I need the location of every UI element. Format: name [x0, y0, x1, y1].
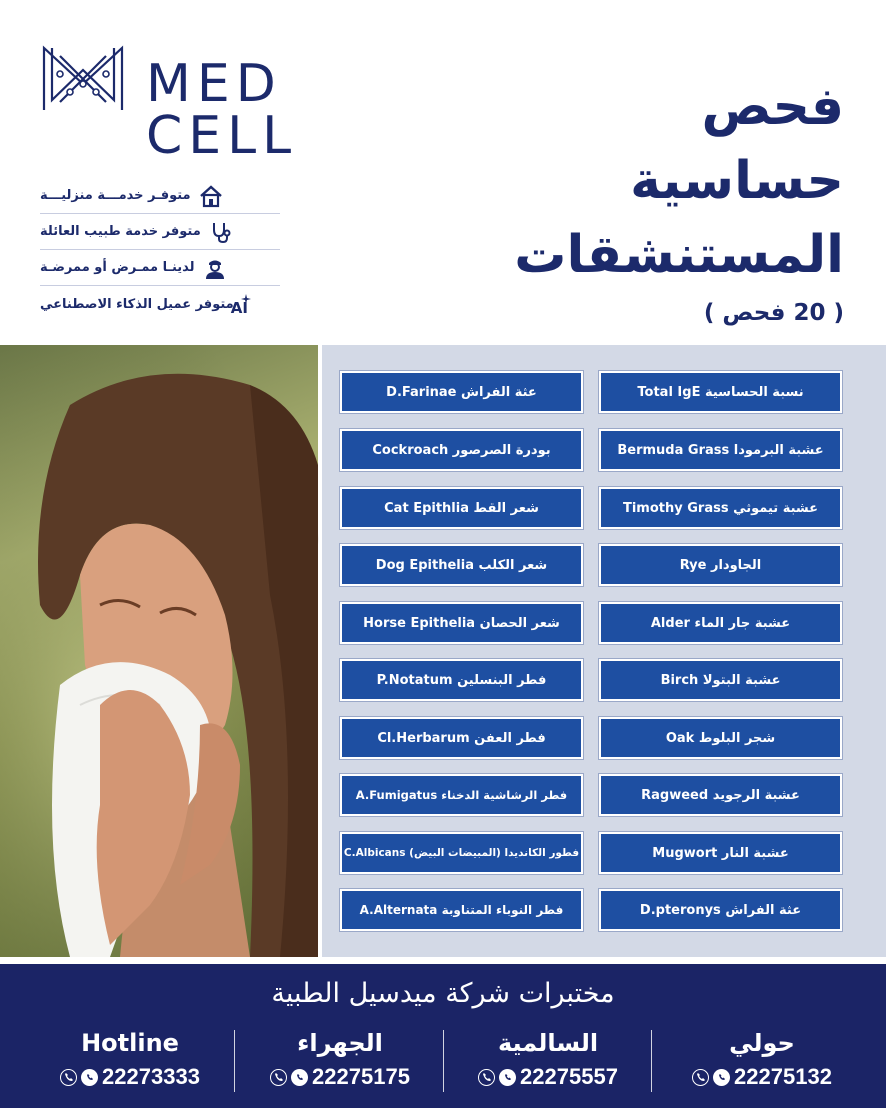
header	[0, 0, 886, 345]
test-item: نسبة الحساسية Total IgE	[599, 371, 842, 413]
service-nurse-text: لدينـا ممـرض أو ممرضـة	[40, 260, 195, 275]
branch-name: Hotline	[81, 1029, 179, 1057]
title-line-2: حساسية	[630, 151, 844, 211]
service-ai	[40, 286, 280, 322]
test-item: شعر القط Cat Epithlia	[340, 487, 583, 529]
whatsapp-icon	[499, 1069, 516, 1086]
branch-name: حولي	[729, 1029, 795, 1057]
whatsapp-icon	[81, 1069, 98, 1086]
title-line-3: المستنشقات	[514, 225, 844, 285]
branch-name: السالمية	[497, 1029, 599, 1057]
branch-phone[interactable]: 22275175	[240, 1064, 440, 1090]
tests-count: ( 20 فحص )	[703, 300, 844, 326]
brand-wordmark	[146, 54, 298, 166]
test-item: عشبة جار الماء Alder	[599, 602, 842, 644]
branch-hotline	[30, 1028, 230, 1090]
footer-divider	[443, 1030, 444, 1092]
service-home-text: متوفـر خدمـــة منزليـــة	[40, 188, 191, 203]
services-list	[40, 178, 280, 322]
nurse-icon	[201, 254, 229, 282]
service-nurse	[40, 250, 280, 286]
branch-hawally	[662, 1028, 862, 1090]
ai-icon	[230, 290, 268, 318]
service-doctor	[40, 214, 280, 250]
service-home	[40, 178, 280, 214]
branch-jahra	[240, 1028, 440, 1090]
service-ai-text: متوفر عميل الذكاء الاصطناعي	[40, 296, 234, 312]
lab-name: مختبرات شركة ميدسيل الطبية	[271, 978, 615, 1009]
test-item: شعر الحصان Horse Epithelia	[340, 602, 583, 644]
brand-line-1: MED	[146, 54, 282, 114]
brand-line-2: CELL	[146, 106, 298, 166]
phone-icon	[60, 1069, 77, 1086]
test-item: بودرة الصرصور Cockroach	[340, 429, 583, 471]
test-item: عشبة النار Mugwort	[599, 832, 842, 874]
test-item: عشبة البرمودا Bermuda Grass	[599, 429, 842, 471]
test-item: عثة الفراش D.pteronys	[599, 889, 842, 931]
svg-text:AI: AI	[230, 299, 248, 317]
branch-salmiya	[448, 1028, 648, 1090]
footer-divider	[234, 1030, 235, 1092]
test-item: فطور الكانديدا (المبيضات البيض) C.Albicans	[340, 832, 583, 874]
title-block	[404, 70, 844, 326]
test-item: عشبة البتولا Birch	[599, 659, 842, 701]
medcell-logo-icon	[40, 44, 126, 114]
test-item: الجاودار Rye	[599, 544, 842, 586]
test-item: عشبة الرجويد Ragweed	[599, 774, 842, 816]
footer	[0, 964, 886, 1108]
footer-divider	[651, 1030, 652, 1092]
branch-phone[interactable]: 22275132	[662, 1064, 862, 1090]
test-item: شعر الكلب Dog Epithelia	[340, 544, 583, 586]
phone-icon	[270, 1069, 287, 1086]
test-item: عشبة تيموثي Timothy Grass	[599, 487, 842, 529]
phone-icon	[692, 1069, 709, 1086]
branch-name: الجهراء	[297, 1029, 383, 1057]
whatsapp-icon	[291, 1069, 308, 1086]
whatsapp-icon	[713, 1069, 730, 1086]
branch-phone[interactable]: 22275557	[448, 1064, 648, 1090]
test-item: شجر البلوط Oak	[599, 717, 842, 759]
title-line-1: فحص	[701, 77, 844, 137]
service-doctor-text: متوفر خدمة طبيب العائلة	[40, 224, 201, 239]
sneezing-woman-photo	[0, 345, 318, 957]
test-item: عثة الفراش D.Farinae	[340, 371, 583, 413]
test-item: فطر العفن Cl.Herbarum	[340, 717, 583, 759]
branch-phone[interactable]: 22273333	[30, 1064, 230, 1090]
test-item: فطر البنسلين P.Notatum	[340, 659, 583, 701]
house-icon	[197, 182, 225, 210]
test-item: فطر الرشاشية الدخناء A.Fumigatus	[340, 774, 583, 816]
stethoscope-icon	[207, 218, 235, 246]
phone-icon	[478, 1069, 495, 1086]
test-item: فطر النوباء المتناوبة A.Alternata	[340, 889, 583, 931]
tests-panel	[322, 345, 886, 957]
